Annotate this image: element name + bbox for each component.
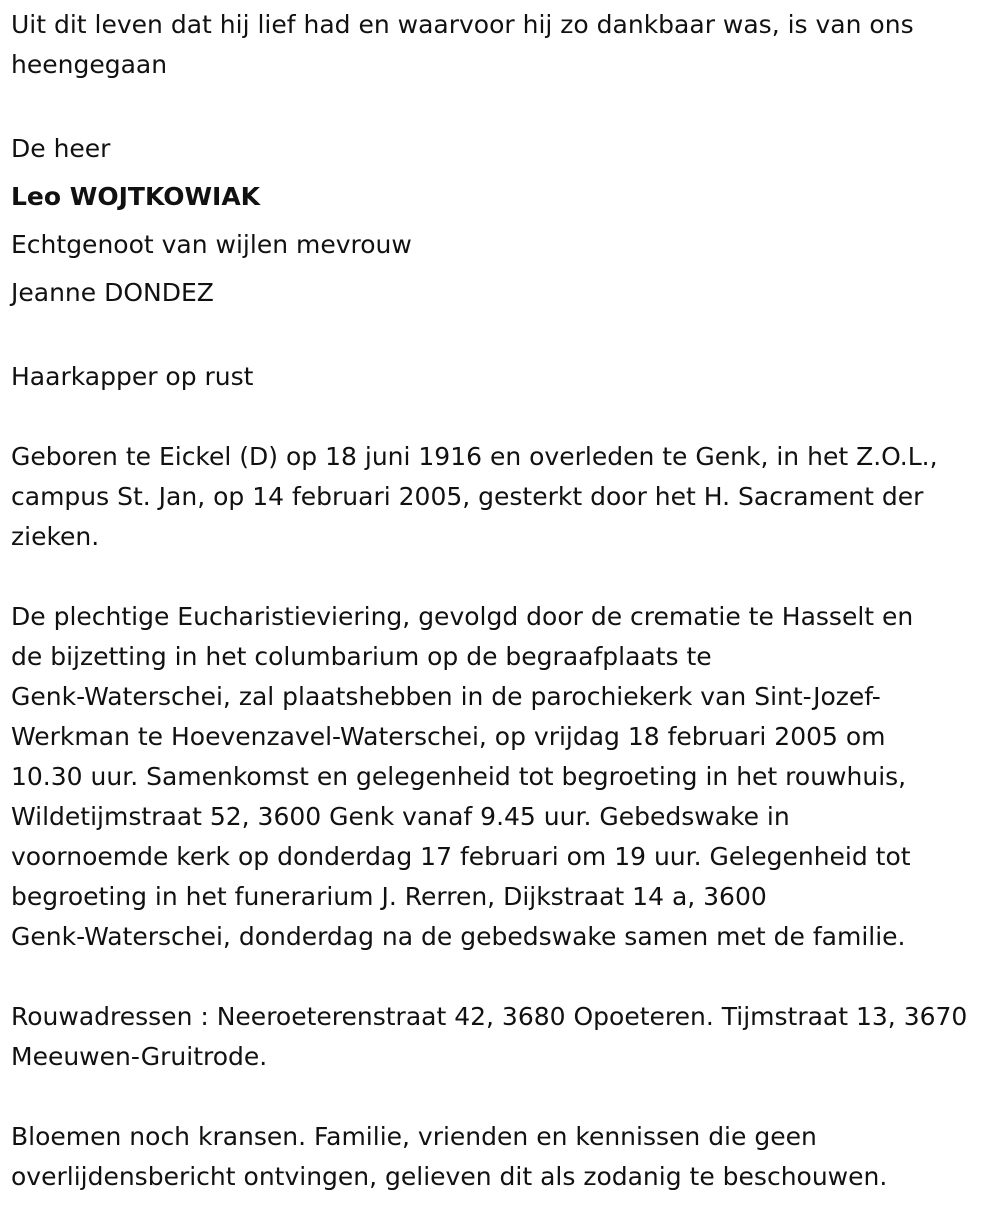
spouse-line: Echtgenoot van wijlen mevrouw (11, 230, 412, 259)
profession: Haarkapper op rust (11, 362, 254, 391)
salutation: De heer (11, 134, 111, 163)
intro-text: Uit dit leven dat hij lief had en waarvoor hij zo dankbaar was, is van ons heengegaan (11, 10, 914, 79)
ceremony-line: 10.30 uur. Samenkomst en gelegenheid tot begroeting in het rouwhuis, (11, 762, 907, 791)
spacer (11, 957, 990, 997)
ceremony-line: Genk-Waterschei, zal plaatshebben in de parochiekerk van Sint-Jozef- (11, 682, 881, 711)
spacer (11, 397, 990, 437)
mourning-addresses: Rouwadressen : Neeroeterenstraat 42, 3680 Opoeteren. Tijmstraat 13, 3670 Meeuwen-Gruitrode. (11, 1002, 968, 1071)
ceremony-line: de bijzetting in het columbarium op de begraafplaats te (11, 642, 712, 671)
spacer (11, 1077, 990, 1117)
ceremony-line: begroeting in het funerarium J. Rerren, Dijkstraat 14 a, 3600 (11, 882, 767, 911)
spacer (11, 317, 990, 357)
spacer (11, 85, 990, 125)
ceremony-line: De plechtige Eucharistieviering, gevolgd door de crematie te Hasselt en (11, 602, 914, 631)
flowers-note: Bloemen noch kransen. Familie, vrienden en kennissen die geen overlijdensbericht ontvingen, gelieven dit als zodanig te beschouwen. (11, 1122, 888, 1191)
deceased-name: Leo WOJTKOWIAK (11, 182, 261, 211)
birth-death-text: Geboren te Eickel (D) op 18 juni 1916 en overleden te Genk, in het Z.O.L., campus St. Jan, op 14 februari 2005, gesterkt door het H. Sacrament der zieken. (11, 442, 938, 551)
ceremony-line: Wildetijmstraat 52, 3600 Genk vanaf 9.45 uur. Gebedswake in (11, 802, 790, 831)
ceremony-line: Genk-Waterschei, donderdag na de gebedswake samen met de familie. (11, 922, 906, 951)
ceremony-text (11, 597, 990, 957)
spacer (11, 557, 990, 597)
ceremony-line: voornoemde kerk op donderdag 17 februari om 19 uur. Gelegenheid tot (11, 842, 911, 871)
ceremony-line: Werkman te Hoevenzavel-Waterschei, op vrijdag 18 februari 2005 om (11, 722, 886, 751)
spouse-name: Jeanne DONDEZ (11, 278, 214, 307)
